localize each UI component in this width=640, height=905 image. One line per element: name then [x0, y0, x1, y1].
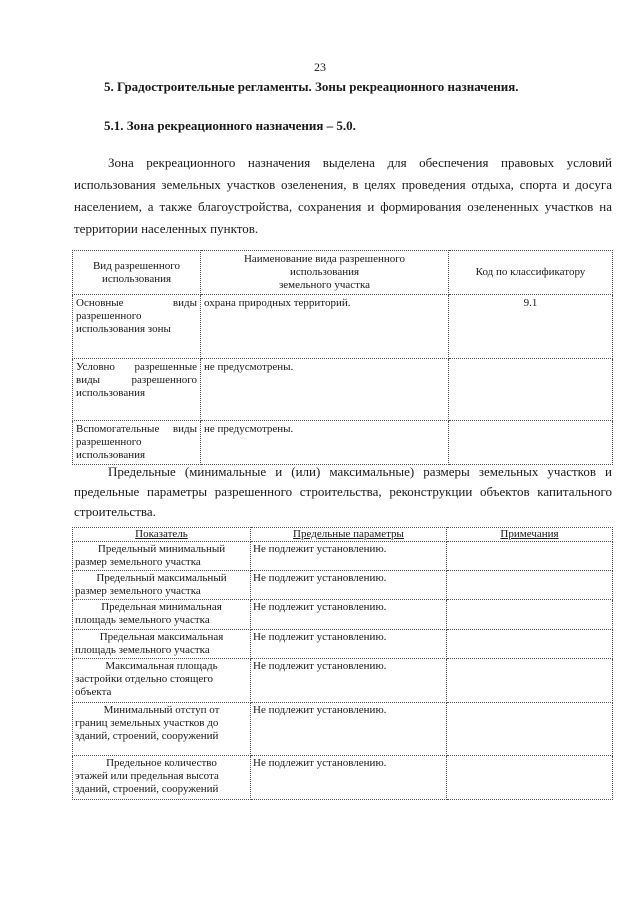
indicator-line: площадь земельного участка	[75, 644, 210, 656]
indicator-line: Предельный минимальный	[97, 543, 226, 555]
header-indicator	[73, 528, 251, 542]
table-row	[73, 659, 613, 703]
use-name-cell: не предусмотрены.	[201, 421, 449, 465]
table-row	[73, 359, 613, 421]
indicator-line: Предельный максимальный	[96, 572, 227, 584]
table-row	[73, 421, 613, 465]
classifier-code-cell	[449, 421, 613, 465]
header-text: Показатель	[135, 528, 188, 540]
parameter-value-cell: Не подлежит установлению.	[251, 703, 447, 756]
note-cell	[447, 659, 613, 703]
indicator-line: Предельное количество	[106, 757, 217, 769]
header-text: земельного участка	[278, 279, 371, 291]
use-type-cell: Основные виды разрешенного использования зоны	[73, 295, 201, 359]
table-row	[73, 295, 613, 359]
note-cell	[447, 756, 613, 800]
use-type-cell: Вспомогательные виды разрешенного использования	[73, 421, 201, 465]
parameter-value-cell: Не подлежит установлению.	[251, 571, 447, 600]
header-text: Наименование вида разрешенного	[243, 253, 406, 265]
parameter-value-cell: Не подлежит установлению.	[251, 659, 447, 703]
use-type-cell: Условно разрешенные виды разрешенного использования	[73, 359, 201, 421]
table-row	[73, 703, 613, 756]
indicator-line: Предельная минимальная	[101, 601, 222, 613]
indicator-line: объекта	[75, 686, 112, 698]
indicator-line: Минимальный отступ от	[103, 704, 220, 716]
permitted-uses-table	[72, 250, 613, 465]
note-cell	[447, 571, 613, 600]
header-classifier-code: Код по классификатору	[449, 251, 613, 295]
note-cell	[447, 630, 613, 659]
indicator-line: этажей или предельная высота	[75, 770, 219, 782]
subsection-title: 5.1. Зона рекреационного назначения – 5.0.	[104, 118, 356, 133]
parameter-value-cell: Не подлежит установлению.	[251, 630, 447, 659]
header-text: Примечания	[500, 528, 559, 540]
note-cell	[447, 600, 613, 630]
table-row	[73, 756, 613, 800]
indicator-cell	[73, 756, 251, 800]
table-row	[73, 571, 613, 600]
note-cell	[447, 542, 613, 571]
header-text: Предельные параметры	[293, 528, 404, 540]
header-use-name	[201, 251, 449, 295]
indicator-line: границ земельных участков до	[75, 717, 219, 729]
section-title: 5. Градостроительные регламенты. Зоны рекреационного назначения.	[104, 79, 519, 94]
header-text: Вид разрешенного	[92, 259, 181, 272]
table-row	[73, 542, 613, 571]
intro-paragraph: Зона рекреационного назначения выделена для обеспечения правовых условий использования земельных участков озеленения, в целях проведения отдыха, спорта и досуга населением, а также благоустройства, сохранения и формирования озелененных участков на территории населенных пунктов.	[74, 155, 612, 236]
header-text: использования	[289, 266, 360, 278]
indicator-line: Максимальная площадь	[105, 660, 218, 672]
parameter-value-cell: Не подлежит установлению.	[251, 756, 447, 800]
page-number: 23	[314, 60, 326, 74]
header-notes	[447, 528, 613, 542]
note-cell	[447, 703, 613, 756]
header-text: использования	[101, 272, 172, 285]
parameters-table	[72, 527, 613, 800]
limits-paragraph: Предельные (минимальные и (или) максимальные) размеры земельных участков и предельные параметры разрешенного строительства, реконструкции объектов капитального строительства.	[74, 464, 612, 519]
table-row	[73, 600, 613, 630]
indicator-cell	[73, 600, 251, 630]
header-use-type	[73, 251, 201, 295]
indicator-line: площадь земельного участка	[75, 614, 210, 626]
use-name-cell: не предусмотрены.	[201, 359, 449, 421]
uses-table-header	[73, 251, 613, 295]
classifier-code-cell: 9.1	[449, 295, 613, 359]
parameter-value-cell: Не подлежит установлению.	[251, 600, 447, 630]
parameter-value-cell: Не подлежит установлению.	[251, 542, 447, 571]
table-row	[73, 630, 613, 659]
classifier-code-cell	[449, 359, 613, 421]
indicator-cell	[73, 542, 251, 571]
indicator-line: размер земельного участка	[75, 585, 201, 597]
indicator-cell	[73, 703, 251, 756]
use-name-cell: охрана природных территорий.	[201, 295, 449, 359]
params-table-header	[73, 528, 613, 542]
indicator-line: зданий, строений, сооружений	[75, 783, 219, 795]
indicator-line: застройки отдельно стоящего	[75, 673, 214, 685]
indicator-cell	[73, 571, 251, 600]
indicator-line: зданий, строений, сооружений	[75, 730, 219, 742]
indicator-line: Предельная максимальная	[99, 631, 224, 643]
indicator-line: размер земельного участка	[75, 556, 201, 568]
indicator-cell	[73, 659, 251, 703]
header-parameters	[251, 528, 447, 542]
indicator-cell	[73, 630, 251, 659]
